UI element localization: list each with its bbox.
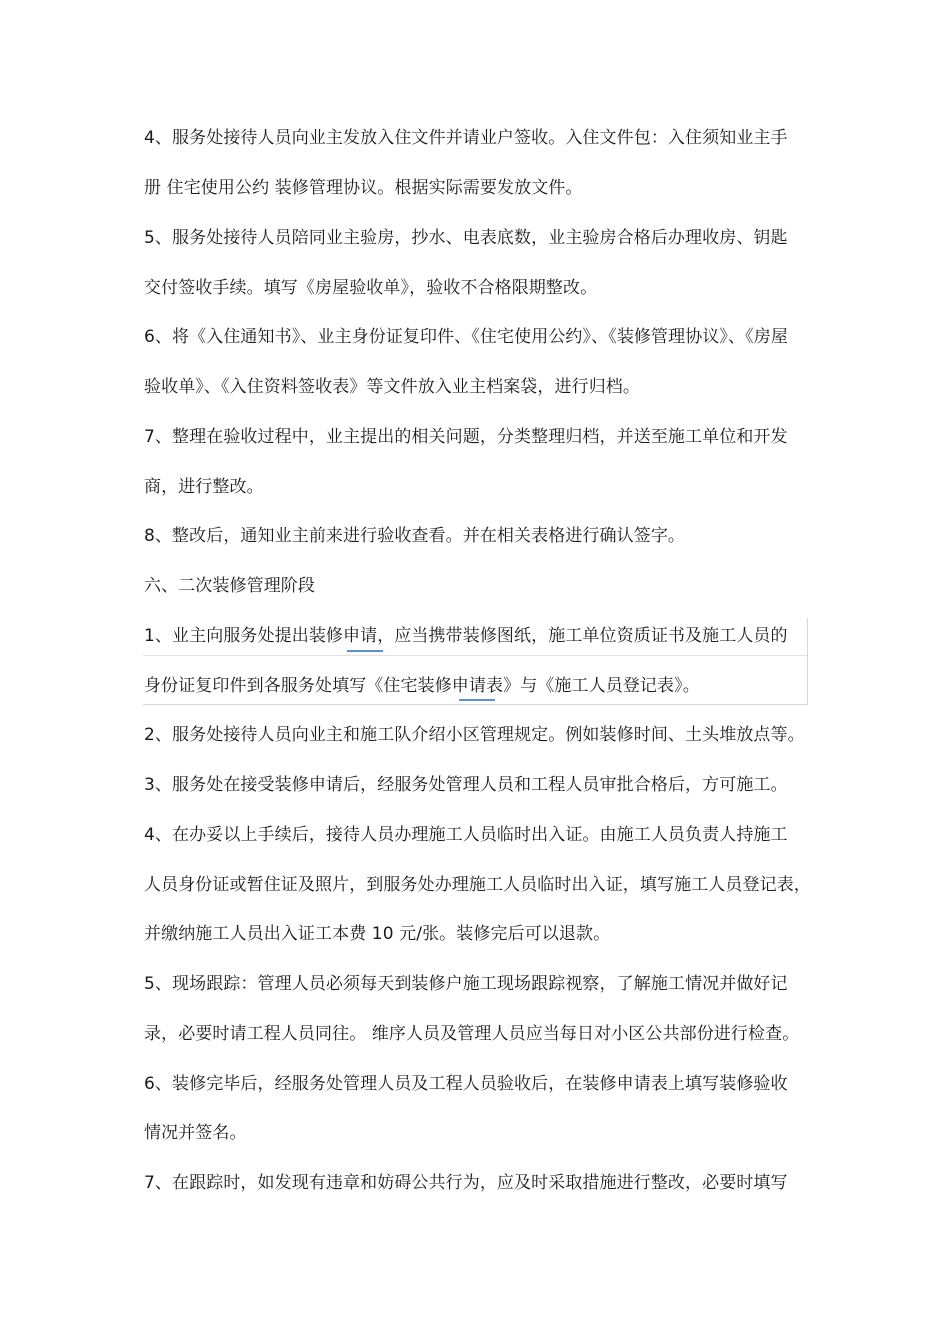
paragraph-line: 5、现场跟踪：管理人员必须每天到装修户施工现场跟踪视察，了解施工情况并做好记 xyxy=(144,974,788,994)
paragraph-line: 4、在办妥以上手续后，接待人员办理施工人员临时出入证。由施工人员负责人持施工 xyxy=(144,825,788,845)
paragraph-line: 交付签收手续。填写《房屋验收单》，验收不合格限期整改。 xyxy=(144,278,598,298)
paragraph-line: 3、服务处在接受装修申请后，经服务处管理人员和工程人员审批合格后，方可施工。 xyxy=(144,775,788,795)
paragraph-line: 商，进行整改。 xyxy=(144,477,264,497)
paragraph-line: 8、整改后，通知业主前来进行验收查看。并在相关表格进行确认签字。 xyxy=(144,526,686,546)
paragraph-line: 2、服务处接待人员向业主和施工队介绍小区管理规定。例如装修时间、土头堆放点等。 xyxy=(144,725,805,745)
paragraph-line: 7、在跟踪时，如发现有违章和妨碍公共行为，应及时采取措施进行整改，必要时填写 xyxy=(144,1173,788,1193)
paragraph-line: 7、整理在验收过程中，业主提出的相关问题，分类整理归档，并送至施工单位和开发 xyxy=(144,427,788,447)
paragraph-line: 人员身份证或暂住证及照片，到服务处办理施工人员临时出入证，填写施工人员登记表， xyxy=(144,875,811,895)
paragraph-line: 验收单》、《入住资料签收表》等文件放入业主档案袋，进行归档。 xyxy=(144,377,640,397)
paragraph-line: 6、装修完毕后，经服务处管理人员及工程人员验收后，在装修申请表上填写装修验收 xyxy=(144,1074,788,1094)
spellcheck-underline xyxy=(347,650,383,652)
spellcheck-underline xyxy=(459,699,495,701)
paragraph-line: 6、将《入住通知书》、业主身份证复印件、《住宅使用公约》、《装修管理协议》、《房屋 xyxy=(144,327,788,347)
paragraph-line: 并缴纳施工人员出入证工本费 10 元/张。装修完后可以退款。 xyxy=(144,924,611,944)
paragraph-line: 录，必要时请工程人员同往。 维序人员及管理人员应当每日对小区公共部份进行检查。 xyxy=(144,1024,800,1044)
paragraph-line: 册 住宅使用公约 装修管理协议。根据实际需要发放文件。 xyxy=(144,178,583,198)
paragraph-line: 情况并签名。 xyxy=(144,1123,247,1143)
paragraph-line: 4、服务处接待人员向业主发放入住文件并请业户签收。入住文件包：入住须知业主手 xyxy=(144,128,788,148)
section-heading: 六、二次装修管理阶段 xyxy=(144,576,315,596)
paragraph-line: 1、业主向服务处提出装修申请，应当携带装修图纸，施工单位资质证书及施工人员的 xyxy=(144,626,788,646)
paragraph-line: 身份证复印件到各服务处填写《住宅装修申请表》与《施工人员登记表》。 xyxy=(144,676,700,696)
paragraph-line: 5、服务处接待人员陪同业主验房，抄水、电表底数，业主验房合格后办理收房、钥匙 xyxy=(144,228,788,248)
